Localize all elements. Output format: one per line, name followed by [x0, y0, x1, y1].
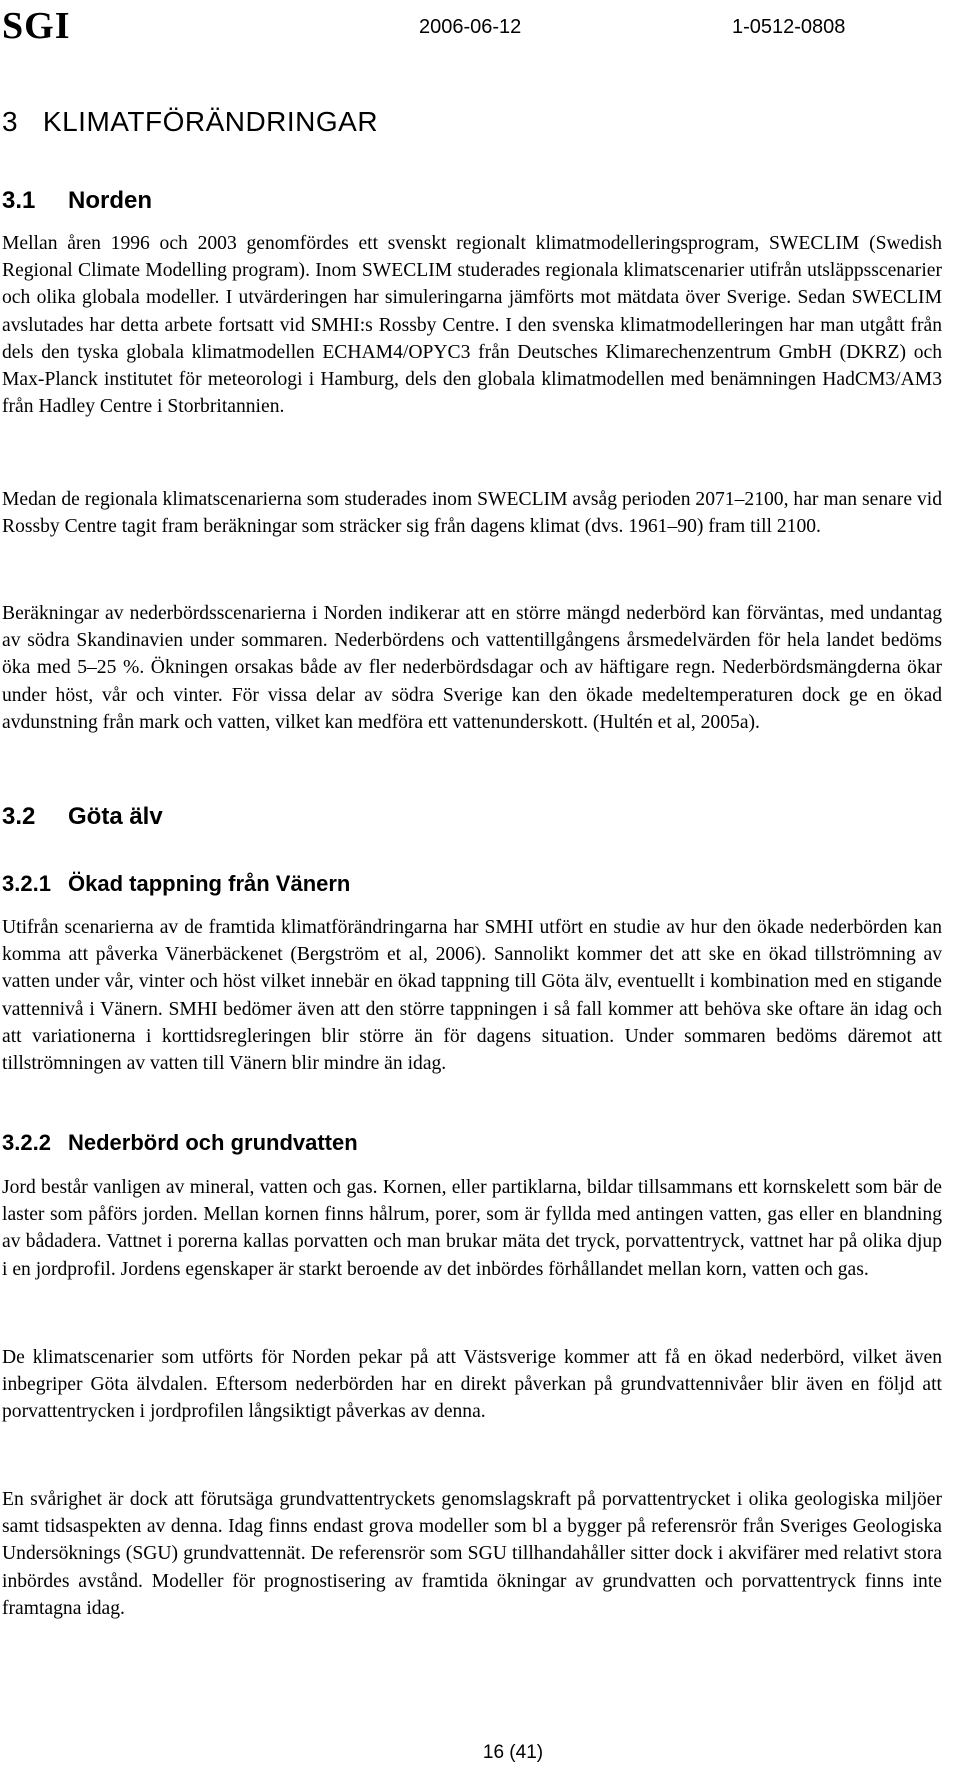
paragraph-klimatscenarier-vastsverige: De klimatscenarier som utförts för Norden pekar på att Västsverige kommer att få en ökad nederbörd, vilket även inbegriper Göta älvdalen. Eftersom nederbörden har en direkt påverkan på grundvattennivåer blir även en följd att porvattentrycken i jordprofilen långsiktigt påverkas av denna. [2, 1347, 942, 1423]
section-title: Nederbörd och grundvatten [68, 1130, 358, 1155]
section-heading-3-2 [2, 803, 163, 831]
chapter-title: 3 KLIMATFÖRÄNDRINGAR [2, 106, 379, 137]
paragraph-rossby: Medan de regionala klimatscenarierna som studerades inom SWECLIM avsåg perioden 2071–2100, har man senare vid Rossby Centre tagit fram beräkningar som sträcker sig från dagens klimat (dvs. 1961–90) fram till 2100. [2, 489, 942, 538]
paragraph-sweclim: Mellan åren 1996 och 2003 genomfördes ett svenskt regionalt klimatmodelleringsprogram, SWECLIM (Swedish Regional Climate Modelling program). Inom SWECLIM studerades regionala klimatscenarier utifrån utsläppsscenarier och olika globala modeller. I utvärderingen har simuleringarna jämförts mot mätdata över Sverige. Sedan SWECLIM avslutades har detta arbete fortsatt vid SMHI:s Rossby Centre. I den svenska klimatmodelleringen har man utgått från dels den tyska globala klimatmodellen ECHAM4/OPYC3 från Deutsches Klimarechenzentrum GmbH (DKRZ) och Max-Planck institutet för meteorologi i Hamburg, dels den globala klimatmodellen med benämningen HadCM3/AM3 från Hadley Centre i Storbritannien. [2, 233, 942, 418]
header-date: 2006-06-12 [419, 16, 522, 38]
section-heading-3-2-2 [2, 1130, 358, 1156]
section-number: 3.2.2 [2, 1130, 51, 1155]
sgi-logo: SGI [2, 5, 71, 47]
section-title: Norden [68, 187, 152, 214]
page-header [0, 4, 960, 47]
section-number: 3.2.1 [2, 871, 51, 896]
section-number: 3.1 [2, 187, 36, 214]
paragraph-jord: Jord består vanligen av mineral, vatten och gas. Kornen, eller partiklarna, bildar tillsammans ett kornskelett som bär de laster som påförs jorden. Mellan kornen finns hålrum, porer, som är fyllda med antingen vatten, gas eller en blandning av bådadera. Vattnet i porerna kallas porvatten och man brukar mäta det tryck, porvattentryck, vattnet har på olika djup i en jordprofil. Jordens egenskaper är starkt beroende av det inbördes förhållandet mellan korn, vatten och gas. [2, 1177, 942, 1280]
paragraph-vanern: Utifrån scenarierna av de framtida klimatförändringarna har SMHI utfört en studie av hur den ökade nederbörden kan komma att påverka Vänerbäckenet (Bergström et al, 2006). Sannolikt kommer det att ske en ökad tillströmning av vatten under vår, vinter och höst vilket innebär en ökad tappning till Göta älv, eventuellt i kombination med en stigande vattennivå i Vänern. SMHI bedömer även att den större tappningen i så fall kommer att behöva ske oftare än idag och att variationerna i korttidsregleringen blir större än för dagens situation. Under sommaren bedöms däremot att tillströmningen av vatten till Vänern blir mindre än idag. [2, 917, 942, 1075]
page-footer [0, 1742, 960, 1764]
section-heading-3-2-1 [2, 871, 350, 897]
paragraph-grundvattentryck: En svårighet är dock att förutsäga grundvattentryckets genomslagskraft på porvattentrycket i olika geologiska miljöer samt tidsaspekten av denna. Idag finns endast grova modeller som bl a bygger på referensrör från Sveriges Geologiska Undersöknings (SGU) grundvattennät. De referensrör som SGU tillhandahåller sitter dock i akvifärer med relativt stora inbördes avstånd. Modeller för prognostisering av framtida ökningar av grundvatten och porvattentryck finns inte framtagna idag. [2, 1489, 942, 1619]
section-title: Ökad tappning från Vänern [68, 871, 351, 896]
paragraph-nederbord-scenarier: Beräkningar av nederbördsscenarierna i Norden indikerar att en större mängd nederbörd kan förväntas, med undantag av södra Skandinavien under sommaren. Nederbördens och vattentillgångens årsmedelvärden för hela landet bedöms öka med 5–25 %. Ökningen orsakas både av fler nederbördsdagar och av häftigare regn. Nederbördsmängderna ökar under höst, vår och vinter. För vissa delar av södra Sverige kan den ökade medeltemperaturen dock ge en ökad avdunstning från mark och vatten, vilket kan medföra ett vattenunderskott. (Hultén et al, 2005a). [2, 603, 942, 733]
section-title: Göta älv [68, 803, 163, 830]
section-heading-3-1 [2, 187, 152, 215]
page-number: 16 (41) [482, 1742, 544, 1763]
section-number: 3.2 [2, 803, 36, 830]
header-document-number: 1-0512-0808 [732, 16, 846, 38]
